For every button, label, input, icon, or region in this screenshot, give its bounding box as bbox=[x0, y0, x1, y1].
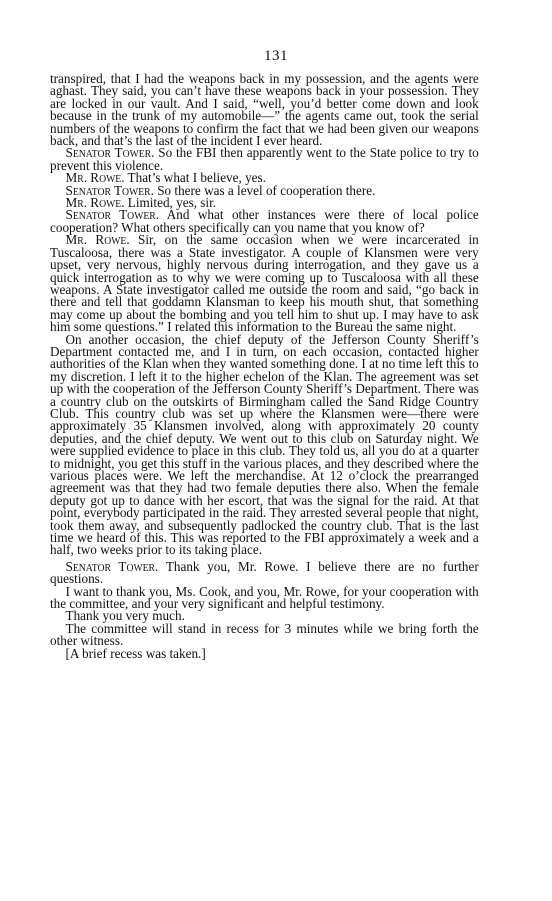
speaker-name: Mr. Rowe. bbox=[65, 232, 130, 248]
paragraph-text: So there was a level of cooperation there. bbox=[153, 182, 376, 198]
paragraph-text: So the FBI then apparently went to the State police to try to prevent this violence. bbox=[50, 145, 479, 173]
paragraph bbox=[50, 583, 479, 612]
paragraph bbox=[50, 234, 479, 333]
paragraph-text: Thank you very much. bbox=[65, 608, 185, 624]
paragraph-text: I want to thank you, Ms. Cook, and you, Mr. Rowe, for your cooperation with the committee, and your very significant and helpful testimony. bbox=[50, 583, 479, 612]
paragraph-text: Thank you, Mr. Rowe. I believe there are no further questions. bbox=[50, 558, 479, 587]
speaker-name: Senator Tower. bbox=[65, 182, 154, 198]
paragraph-text: transpired, that I had the weapons back in my possession, and the agents were aghast. They said, you can’t have these weapons back in your possession. They are locked in our vault. And I said, “well, you’d better come down and look because in the trunk of my automobile—” the agents came out, took the serial numbers of the weapons to confirm the fact that we had been given our weapons back, and that’s the last of the incident I ever heard. bbox=[50, 71, 479, 149]
paragraph-text: On another occasion, the chief deputy of the Jefferson County Sheriff’s Department contacted me, and I in turn, on each occasion, contacted higher authorities of the Klan when they wanted something done. I at no time left this to my discretion. I left it to the higher echelon of the Klan. The agreement was set up with the cooperation of the Jefferson County Sheriff’s Department. There was a country club on the outskirts of Birmingham called the Sand Ridge Country Club. This country club was set up where the Klansmen were—there were approximately 35 Klansmen involved, along with approximately 20 county deputies, and the chief deputy. We went out to this club on Saturday night. We were supplied evidence to place in this club. They told us, all you do at a quarter to midnight, you get this stuff in the various places, and they described where the various places were. We left the merchandise. At 12 o’clock the prearranged agreement was that they had two female deputies there also. When the female deputy got up to dance with her escort, that was the signal for the raid. At that point, everybody participated in the raid. They arrested several people that night, took them away, and subsequently padlocked the country club. That is the last time we heard of this. This was reported to the FBI approximately a week and a half, two weeks prior to its taking place. bbox=[50, 331, 479, 558]
paragraph bbox=[50, 331, 479, 558]
speaker-name: Senator Tower. bbox=[65, 145, 155, 161]
speaker-name: Senator Tower. bbox=[65, 558, 159, 574]
speaker-name: Senator Tower. bbox=[65, 207, 160, 223]
paragraph-text: [A brief recess was taken.] bbox=[65, 645, 206, 661]
body-text bbox=[50, 73, 479, 660]
paragraph-text: And what other instances were there of local police cooperation? What others specifically can you name that you know of? bbox=[50, 207, 479, 235]
paragraph bbox=[50, 558, 479, 587]
paragraph-text: The committee will stand in recess for 3 minutes while we bring forth the other witness. bbox=[50, 620, 479, 649]
paragraph bbox=[50, 620, 479, 649]
page-number: 131 bbox=[264, 48, 288, 64]
paragraph-text: That’s what I believe, yes. bbox=[124, 170, 266, 186]
speaker-name: Mr. Rowe. bbox=[65, 170, 125, 186]
paragraph bbox=[50, 645, 479, 661]
paragraph-text: Limited, yes, sir. bbox=[124, 195, 217, 211]
paragraph-text: Sir, on the same occasion when we were incarcerated in Tuscaloosa, there was a State investigator. A couple of Klansmen were very upset, very nervous, highly nervous during interrogation, and they gave us a quick interrogation as to why we were coming up to Tuscaloosa with all these weapons. A State investigator called me outside the room and said, “go back in there and tell that goddamn Klansman to keep his mouth shut, that something may come up about the bombing and you tell him to shut up. I may have to ask him some questions.” I related this information to the Bureau the same night. bbox=[50, 232, 479, 335]
speaker-name: Mr. Rowe. bbox=[65, 195, 125, 211]
paragraph bbox=[50, 147, 479, 172]
paragraph bbox=[50, 209, 479, 234]
paragraph bbox=[50, 73, 479, 147]
